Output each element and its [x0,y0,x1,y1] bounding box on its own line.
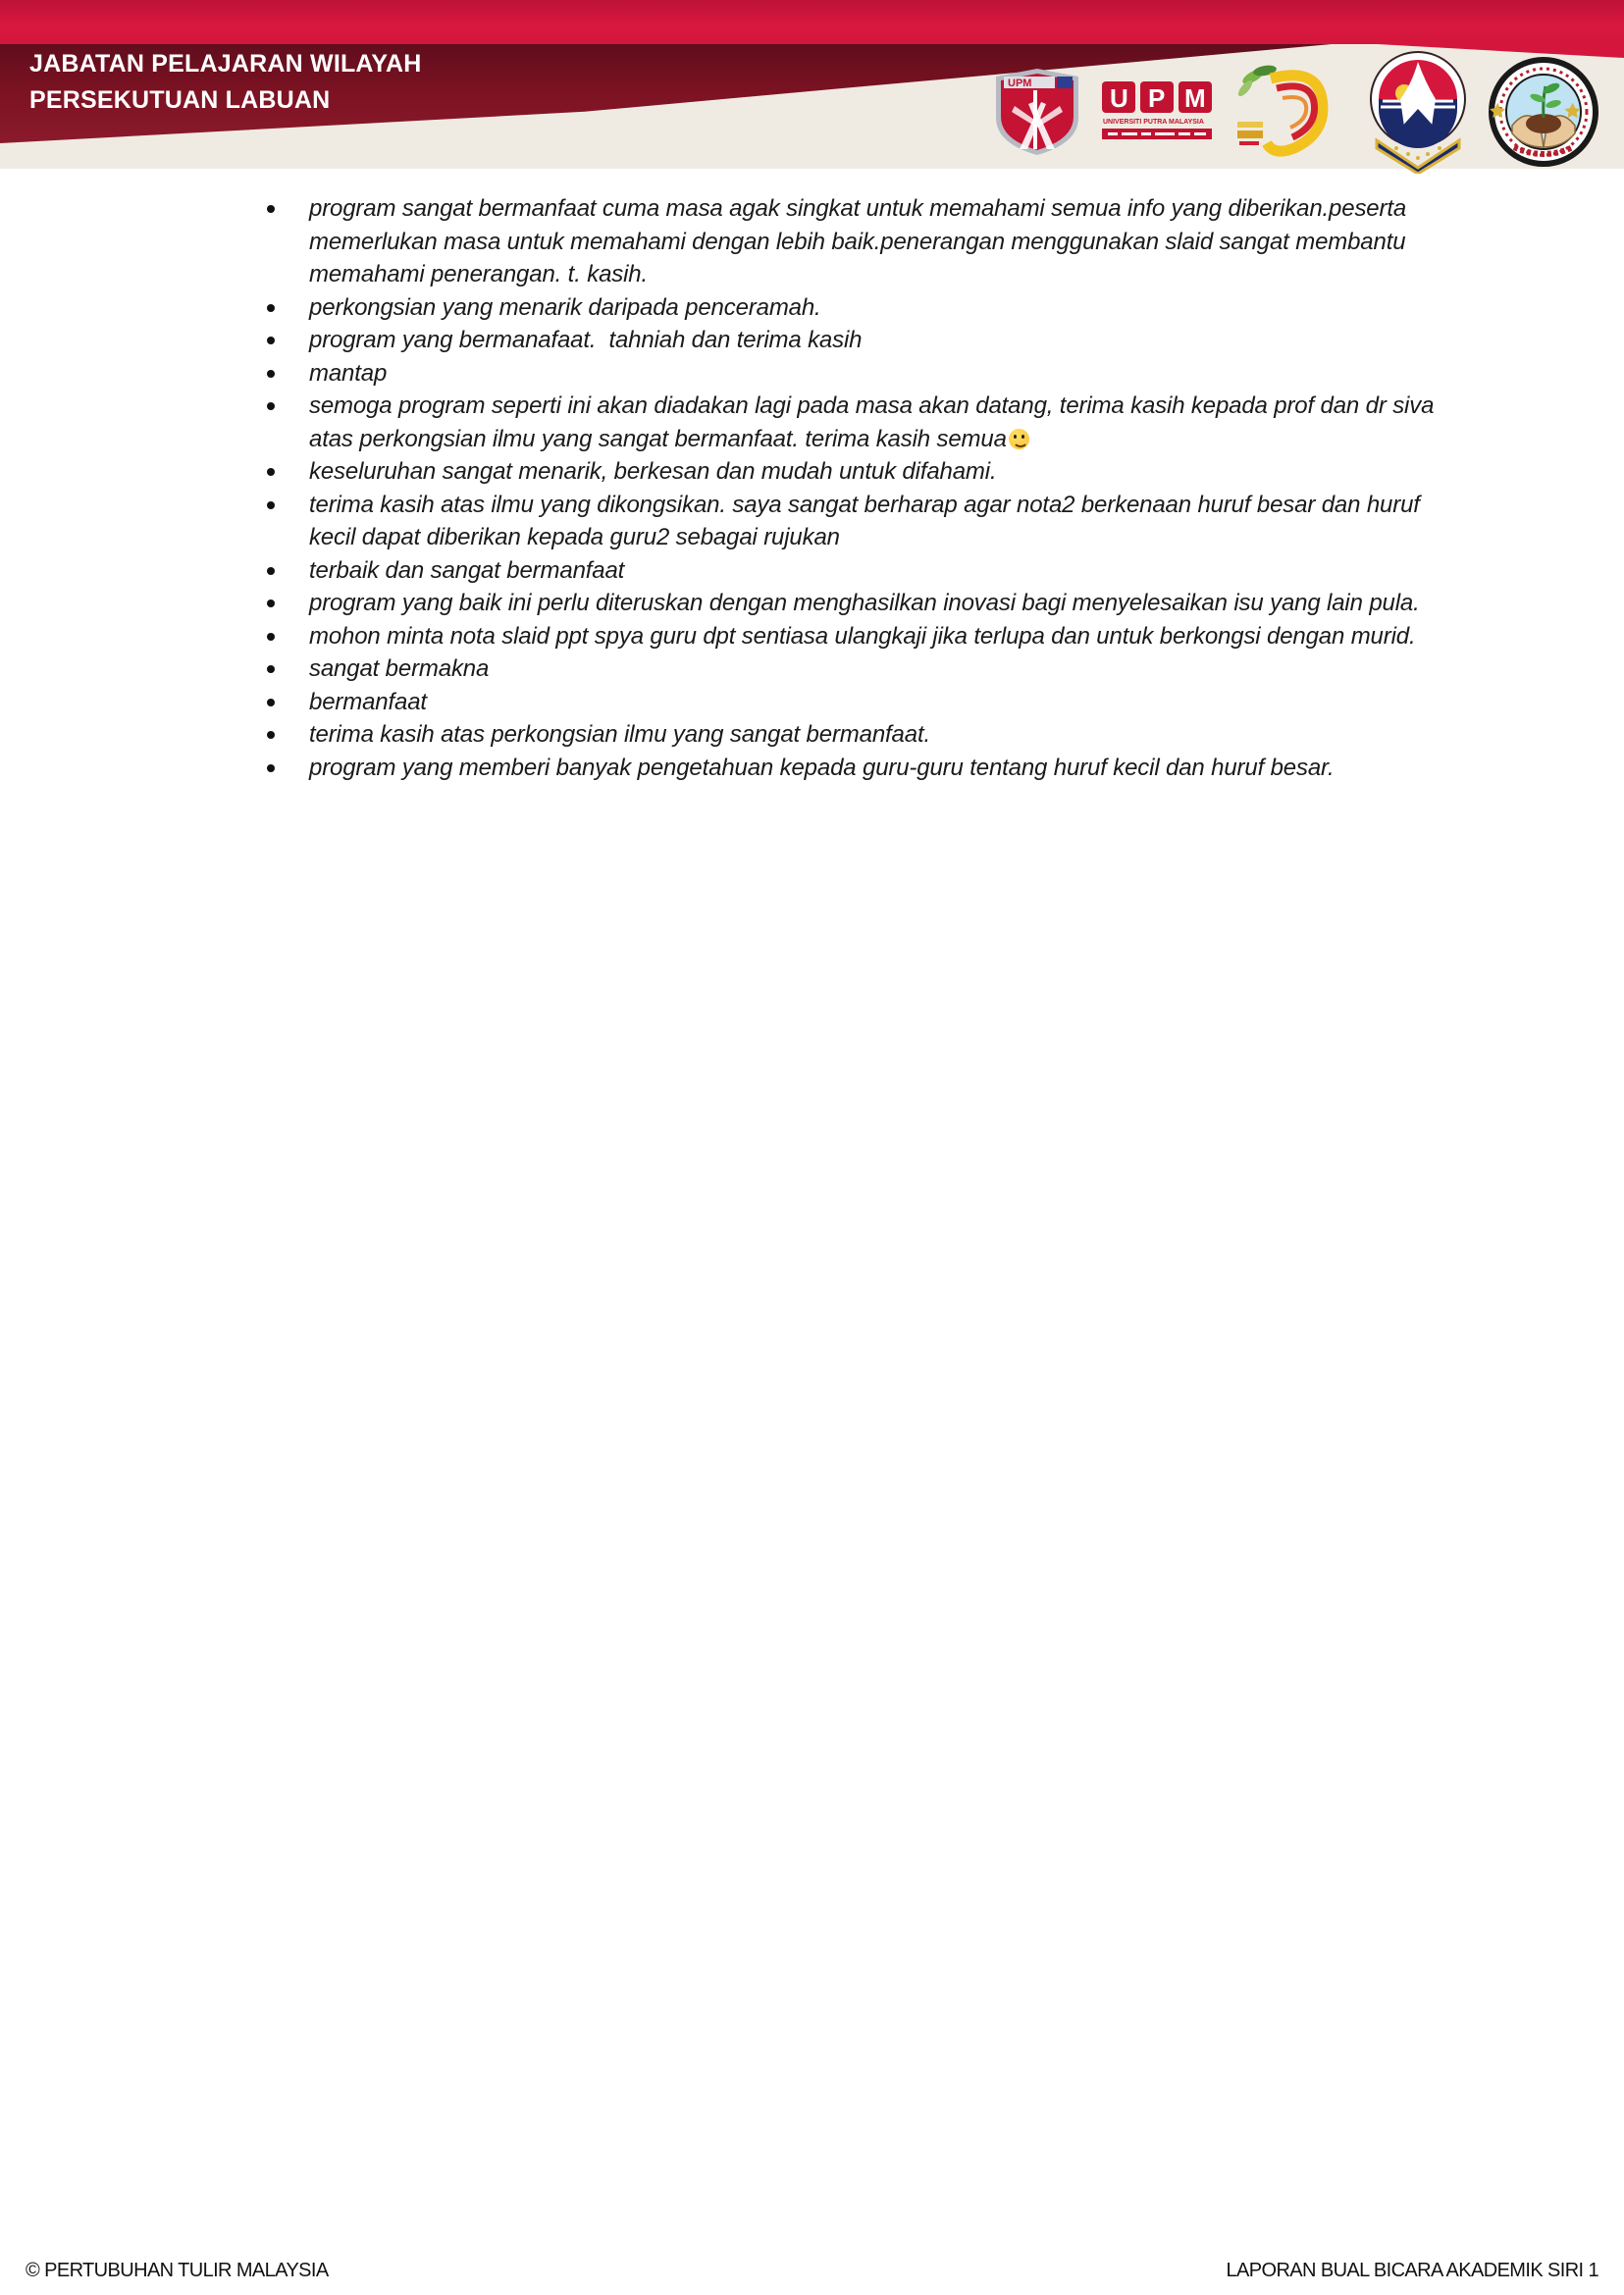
feedback-item [265,291,1470,325]
feedback-item-text: terima kasih atas perkongsian ilmu yang sangat bermanfaat. [309,721,930,748]
feedback-item [265,554,1470,588]
feedback-item-text: program yang baik ini perlu diteruskan dengan menghasilkan inovasi bagi menyelesaikan isu yang lain pula. [309,590,1420,616]
feedback-item [265,587,1470,620]
school-crest-logo-icon [1363,50,1473,174]
footer-report-title: LAPORAN BUAL BICARA AKADEMIK SIRI 1 [1226,2260,1598,2281]
header-title [29,46,421,119]
header-org-line1: JABATAN PELAJARAN WILAYAH [29,50,422,78]
upm-subtext: UNIVERSITI PUTRA MALAYSIA [1103,119,1204,126]
pertubuhan-tulir-malaysia-logo-icon [1489,57,1598,167]
feedback-list [265,192,1470,784]
footer-copyright: © PERTUBUHAN TULIR MALAYSIA [26,2260,329,2281]
feedback-item-text: sangat bermakna [309,655,490,682]
feedback-item-text: bermanfaat [309,688,427,715]
feedback-item [265,652,1470,686]
feedback-item [265,620,1470,653]
anniversary-50-logo-icon [1231,61,1347,163]
upm-shield-logo-icon [990,67,1084,157]
feedback-item [265,752,1470,785]
feedback-item-text: terima kasih atas ilmu yang dikongsikan. saya sangat berharap agar nota2 berkenaan huruf besar dan huruf kecil dapat diberikan kepada guru2 sebagai rujukan [309,491,1427,550]
feedback-item-text: program sangat bermanfaat cuma masa agak singkat untuk memahami semua info yang diberikan.peserta memerlukan masa untuk memahami dengan lebih baik.penerangan menggunakan slaid sangat membantu memahami penerangan. t. kasih. [309,195,1413,287]
upm-wordmark-logo-icon [1100,79,1216,144]
feedback-item-text: program yang bermanafaat. tahniah dan terima kasih [309,327,863,353]
feedback-item [265,718,1470,752]
logo-row [990,51,1598,173]
svg-text:M: M [1184,83,1206,113]
feedback-item [265,192,1470,291]
feedback-section [265,192,1470,784]
svg-text:UPM: UPM [1008,78,1032,89]
feedback-item [265,324,1470,357]
feedback-item [265,357,1470,391]
smiley-emoji-icon [1009,429,1029,449]
header-org-line2: PERSEKUTUAN LABUAN [29,86,331,114]
header-red-band [0,0,1624,44]
feedback-item [265,455,1470,489]
svg-text:P: P [1148,83,1166,113]
feedback-item [265,489,1470,554]
svg-text:U: U [1110,83,1128,113]
feedback-item-text: semoga program seperti ini akan diadakan lagi pada masa akan datang, terima kasih kepada prof dan dr siva atas perkongsian ilmu yang sangat bermanfaat. terima kasih semua [309,392,1441,452]
feedback-item-text: terbaik dan sangat bermanfaat [309,556,625,584]
feedback-item-text: program yang memberi banyak pengetahuan kepada guru-guru tentang huruf kecil dan huruf besar. [309,754,1335,781]
feedback-item-text: mohon minta nota slaid ppt spya guru dpt sentiasa ulangkaji jika terlupa dan untuk berkongsi dengan murid. [309,622,1416,650]
feedback-item [265,390,1470,455]
feedback-item-text: keseluruhan sangat menarik, berkesan dan mudah untuk difahami. [309,458,997,485]
feedback-item-text: mantap [309,359,388,387]
feedback-item-text: perkongsian yang menarik daripada penceramah. [309,293,821,321]
feedback-item [265,686,1470,719]
